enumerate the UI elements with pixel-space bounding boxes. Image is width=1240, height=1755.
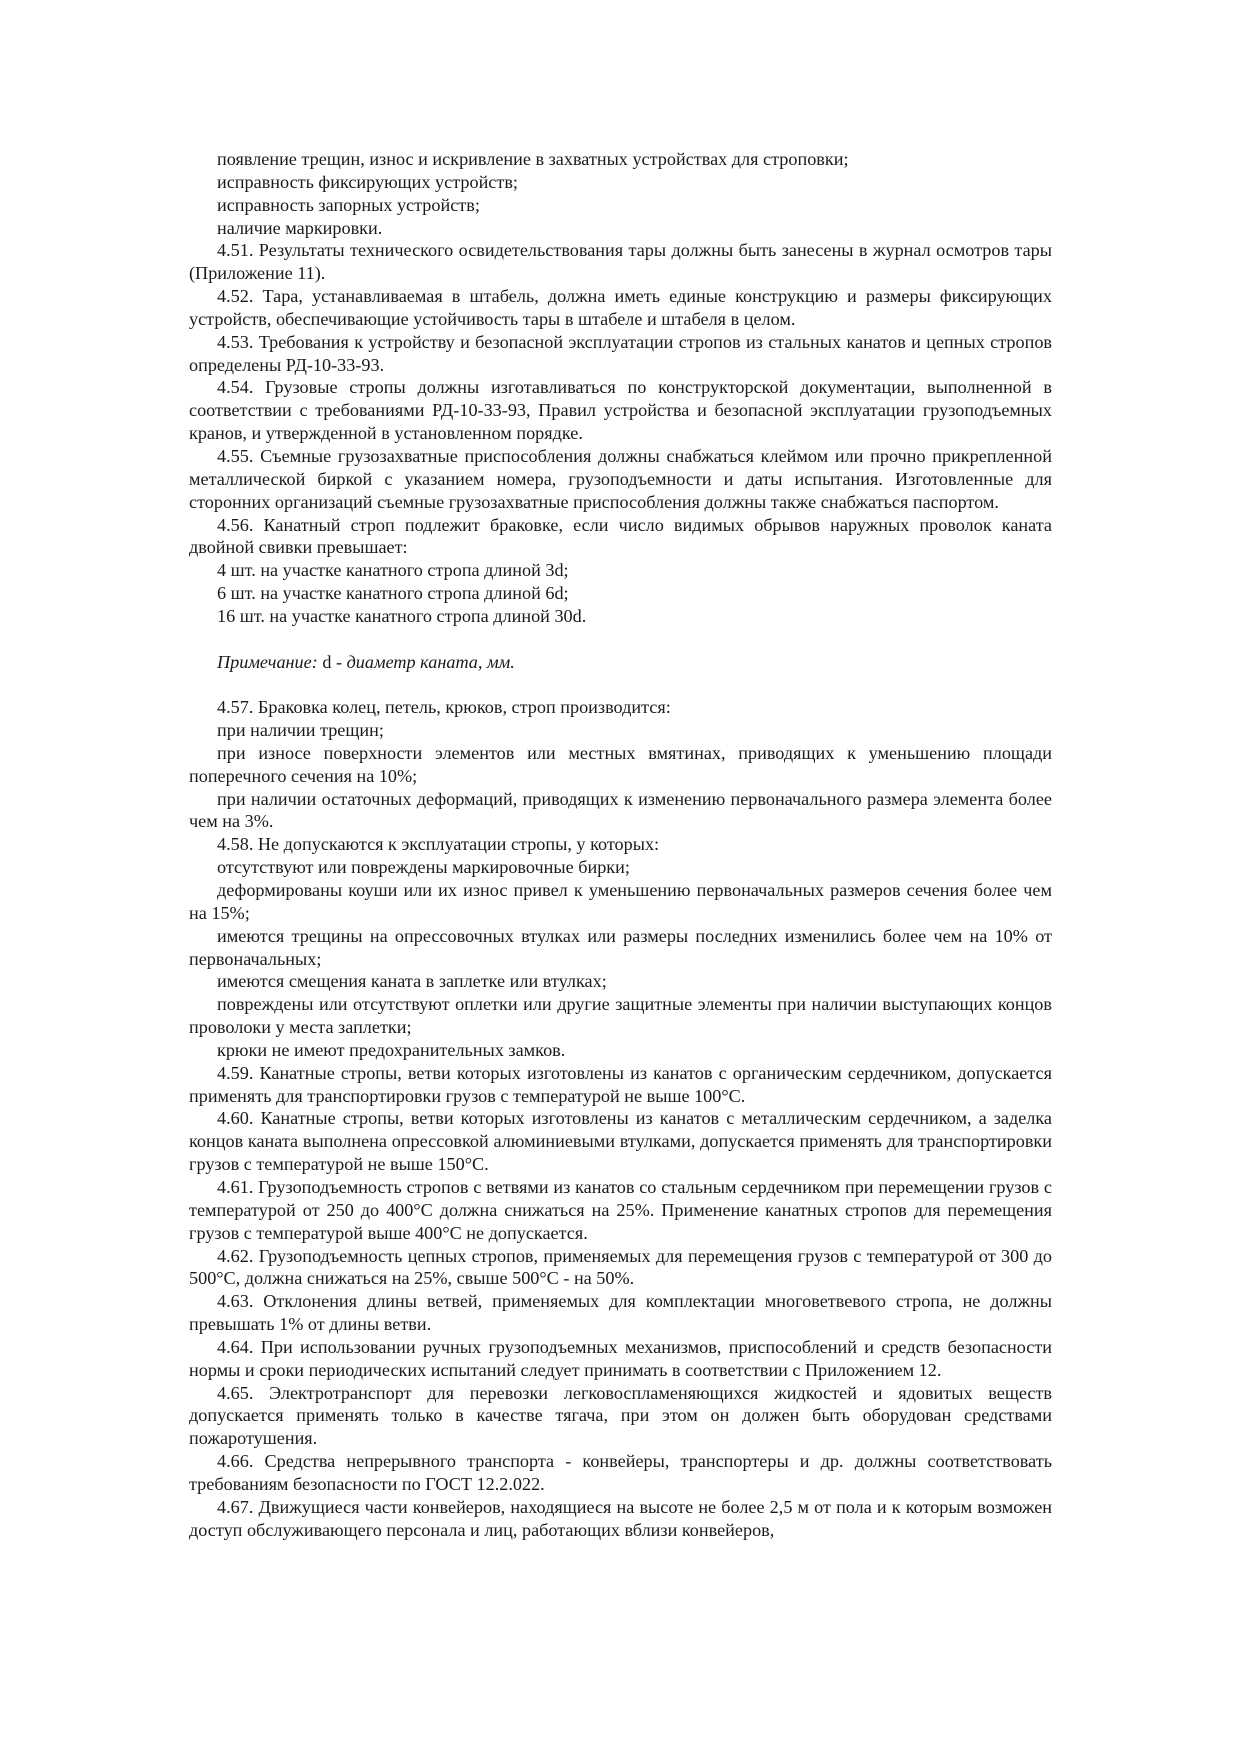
note-symbol: d	[322, 651, 332, 672]
paragraph-4-64: 4.64. При использовании ручных грузоподъемных механизмов, приспособлений и средств безопасности нормы и сроки периодических испытаний следует принимать в соответствии с Приложением 12.	[189, 1336, 1052, 1380]
note-label: Примечание:	[217, 651, 318, 672]
paragraph-4-53: 4.53. Требования к устройству и безопасной эксплуатации стропов из стальных канатов и цепных стропов определены РД-10-33-93.	[189, 331, 1052, 375]
note-text: - диаметр каната, мм.	[335, 651, 515, 672]
paragraph: при износе поверхности элементов или местных вмятинах, приводящих к уменьшению площади поперечного сечения на 10%;	[189, 742, 1052, 786]
paragraph: при наличии остаточных деформаций, приводящих к изменению первоначального размера элемента более чем на 3%.	[189, 788, 1052, 832]
paragraph-4-67: 4.67. Движущиеся части конвейеров, находящиеся на высоте не более 2,5 м от пола и к которым возможен доступ обслуживающего персонала и лиц, работающих вблизи конвейеров,	[189, 1496, 1052, 1540]
paragraph-4-58: 4.58. Не допускаются к эксплуатации стропы, у которых:	[217, 834, 660, 855]
paragraph-4-62: 4.62. Грузоподъемность цепных стропов, применяемых для перемещения грузов с температурой от 300 до 500°С, должна снижаться на 25%, свыше 500°С - на 50%.	[189, 1245, 1052, 1289]
paragraph: деформированы коуши или их износ привел к уменьшению первоначальных размеров сечения более чем на 15%;	[189, 880, 1052, 923]
paragraph: имеются трещины на опрессовочных втулках или размеры последних изменились более чем на 10% от первоначальных;	[189, 925, 1052, 969]
paragraph: при наличии трещин;	[217, 720, 384, 741]
paragraph: имеются смещения каната в заплетке или втулках;	[217, 971, 607, 992]
section-part-2	[189, 696, 1052, 1541]
paragraph-4-65: 4.65. Электротранспорт для перевозки легковоспламеняющихся жидкостей и ядовитых веществ допускается применять только в качестве тягача, при этом он должен быть оборудован средствами пожаротушения.	[189, 1382, 1052, 1449]
paragraph-4-63: 4.63. Отклонения длины ветвей, применяемых для комплектации многоветвевого стропа, не должны превышать 1% от длины ветви.	[189, 1291, 1052, 1335]
paragraph: исправность запорных устройств;	[217, 194, 480, 215]
paragraph-4-51: 4.51. Результаты технического освидетельствования тары должны быть занесены в журнал осмотров тары (Приложение 11).	[189, 240, 1052, 284]
paragraph: повреждены или отсутствуют оплетки или другие защитные элементы при наличии выступающих концов проволоки у места заплетки;	[189, 994, 1052, 1038]
note	[189, 651, 1052, 674]
paragraph: отсутствуют или повреждены маркировочные бирки;	[217, 857, 630, 878]
paragraph: 4 шт. на участке канатного стропа длиной 3d;	[217, 560, 569, 581]
section-part-1	[189, 148, 1052, 628]
paragraph-4-66: 4.66. Средства непрерывного транспорта - конвейеры, транспортеры и др. должны соответствовать требованиям безопасности по ГОСТ 12.2.022.	[189, 1451, 1052, 1494]
paragraph-4-54: 4.54. Грузовые стропы должны изготавливаться по конструкторской документации, выполненной в соответствии с требованиями РД-10-33-93, Правил устройства и безопасной эксплуатации грузоподъемных кранов, и утвержденной в установленном порядке.	[189, 377, 1052, 444]
paragraph-4-52: 4.52. Тара, устанавливаемая в штабель, должна иметь единые конструкцию и размеры фиксирующих устройств, обеспечивающие устойчивость тары в штабеле и штабеля в целом.	[189, 286, 1052, 329]
paragraph: появление трещин, износ и искривление в захватных устройствах для строповки;	[217, 149, 849, 169]
paragraph-4-61: 4.61. Грузоподъемность стропов с ветвями из канатов со стальным сердечником при перемещении грузов с температурой от 250 до 400°С должна снижаться на 25%. Применение канатных стропов для перемещения грузов с температурой выше 400°С не допускается.	[189, 1176, 1052, 1243]
paragraph: 6 шт. на участке канатного стропа длиной 6d;	[217, 583, 569, 604]
paragraph-4-57: 4.57. Браковка колец, петель, крюков, строп производится:	[217, 697, 671, 718]
paragraph-4-56: 4.56. Канатный строп подлежит браковке, если число видимых обрывов наружных проволок каната двойной свивки превышает:	[189, 514, 1052, 558]
paragraph: наличие маркировки.	[217, 217, 383, 238]
paragraph: 16 шт. на участке канатного стропа длиной 30d.	[217, 605, 587, 626]
paragraph-4-60: 4.60. Канатные стропы, ветви которых изготовлены из канатов с металлическим сердечником, а заделка концов каната выполнена опрессовкой алюминиевыми втулками, допускается применять для транспортировки грузов с температурой не выше 150°С.	[189, 1108, 1052, 1175]
document-page	[189, 148, 1052, 1541]
paragraph-4-59: 4.59. Канатные стропы, ветви которых изготовлены из канатов с органическим сердечником, допускается применять для транспортировки грузов с температурой не выше 100°С.	[189, 1062, 1052, 1106]
paragraph-4-55: 4.55. Съемные грузозахватные приспособления должны снабжаться клеймом или прочно прикрепленной металлической биркой с указанием номера, грузоподъемности и даты испытания. Изготовленные для сторонних организаций съемные грузозахватные приспособления должны также снабжаться паспортом.	[189, 445, 1052, 512]
paragraph: исправность фиксирующих устройств;	[217, 171, 518, 192]
paragraph: крюки не имеют предохранительных замков.	[217, 1039, 566, 1060]
